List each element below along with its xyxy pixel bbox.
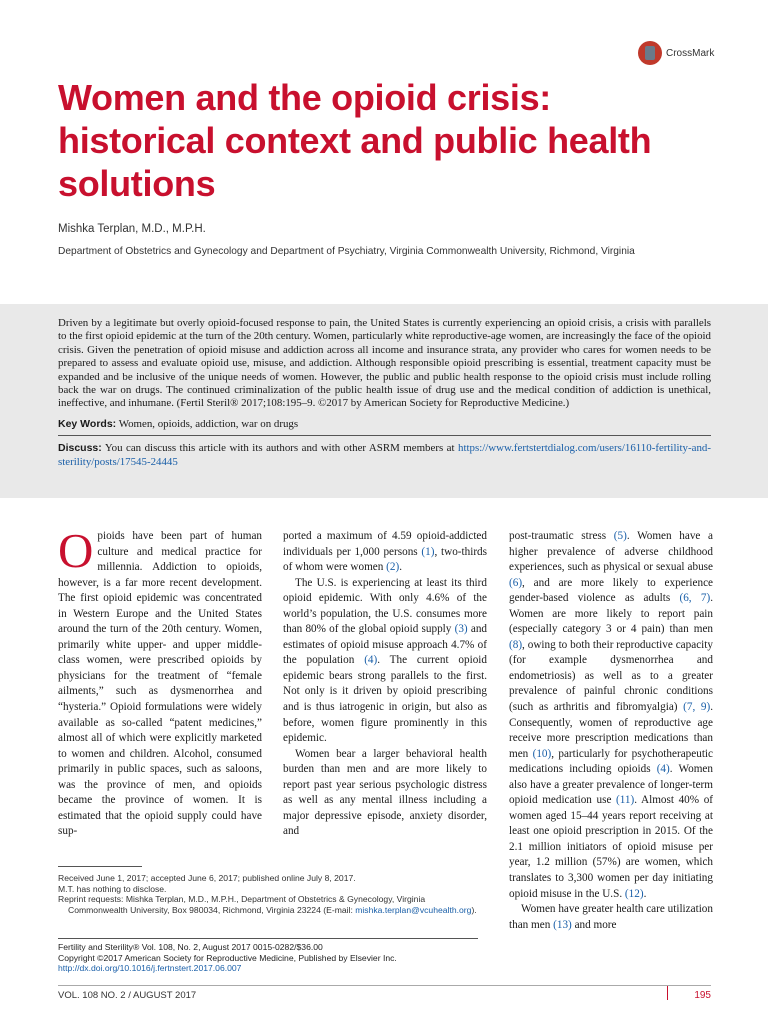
- footer-divider: [58, 985, 711, 986]
- citation-link[interactable]: (6, 7): [679, 592, 711, 605]
- crossmark-label: CrossMark: [666, 47, 715, 59]
- citation-link[interactable]: (13): [553, 918, 572, 931]
- citation-link[interactable]: (10): [532, 747, 552, 760]
- author-name: Mishka Terplan, M.D., M.P.H.: [58, 223, 206, 235]
- journal-info: [58, 942, 478, 974]
- citation-link[interactable]: (1): [421, 545, 435, 558]
- text-run: Women have greater health care utilization than men: [509, 903, 713, 931]
- journal-citation: Fertility and Sterility® Vol. 108, No. 2, August 2017 0015-0282/$36.00: [58, 942, 323, 952]
- article-title: Women and the opioid crisis: historical context and public health solutions: [58, 77, 652, 204]
- body-column-2: [283, 529, 487, 840]
- citation-link[interactable]: (3): [454, 623, 468, 636]
- email-link[interactable]: mishka.terplan@vcuhealth.org: [355, 904, 472, 915]
- body-column-1: [58, 523, 262, 840]
- text-run: , particularly for psychotherapeutic medications including opioids: [509, 747, 713, 776]
- body-column-3: [509, 529, 713, 933]
- text-run: and more: [574, 918, 617, 931]
- text-run: . Women also have a greater prevalence of longer-term opioid medication use: [509, 763, 713, 807]
- text-run: , and are more likely to experience gender-based violence as adults: [509, 576, 713, 605]
- citation-link[interactable]: (7, 9): [683, 701, 711, 714]
- crossmark-icon: [638, 41, 662, 65]
- discuss-link[interactable]: https://www.fertstertdialog.com/users/16110-fertility-and-sterility/posts/17545-24445: [58, 442, 711, 468]
- text-run: . Women have a higher prevalence of adverse childhood experiences, such as physical or sexual abuse: [509, 530, 713, 574]
- text-run: and estimates of opioid misuse approach 4.7% of the population: [283, 623, 488, 667]
- keywords: [58, 418, 298, 430]
- reprint-end: ).: [471, 904, 477, 915]
- citation-link[interactable]: (4): [656, 763, 670, 776]
- crossmark-badge[interactable]: [638, 40, 738, 66]
- discuss-text: You can discuss this article with its authors and with other ASRM members at: [104, 442, 455, 454]
- page-number: 195: [694, 990, 711, 1001]
- text-run: . Almost 40% of women aged 15–44 years report receiving at least one opioid prescription in 2015. Of the 2.1 million initiators of opioid misuse per year, 1.2 million (57%) are women, which translates to 3,300 women per day initiating opioid misuse in the U.S.: [509, 794, 714, 900]
- keywords-label: Key Words:: [58, 418, 117, 430]
- copyright: Copyright ©2017 American Society for Reproductive Medicine, Published by Elsevier Inc.: [58, 952, 397, 963]
- discuss-note: [58, 441, 711, 469]
- text-run: , owing to both their reproductive capacity (for example dysmenorrhea and endometriosis) as well as to a greater prevalence of painful chronic conditions (such as arthritis and fibromyalgia): [509, 638, 713, 714]
- text-run: , two-thirds of whom were women: [283, 545, 487, 574]
- doi-link[interactable]: http://dx.doi.org/10.1016/j.fertnstert.2017.06.007: [58, 963, 242, 973]
- footnotes: [58, 873, 478, 915]
- citation-link[interactable]: (4): [364, 654, 378, 667]
- text-run: .: [399, 561, 402, 574]
- citation-link[interactable]: (8): [509, 638, 523, 651]
- page-number-marker: [667, 986, 668, 1000]
- reprint-text: Reprint requests: Mishka Terplan, M.D., M.P.H., Department of Obstetrics & Gynecology, Virginia Commonwealth University, Box 980034, Richmond, Virginia 23224 (E-mail:: [58, 894, 426, 915]
- received-dates: Received June 1, 2017; accepted June 6, 2017; published online July 8, 2017.: [58, 873, 356, 883]
- disclosure: M.T. has nothing to disclose.: [58, 883, 167, 894]
- text-run: .: [643, 887, 647, 900]
- text-run: . The current opioid epidemic bears strong parallels to the first. Not only is it driven by opioid prescribing and is thus iatrogenic in origin, but also as before, women figure prominently in this epidemic.: [283, 654, 488, 745]
- citation-link[interactable]: (5): [613, 530, 627, 542]
- author-affiliation: Department of Obstetrics and Gynecology and Department of Psychiatry, Virginia Commonwealth University, Richmond, Virginia: [58, 246, 635, 257]
- citation-link[interactable]: (2): [386, 561, 400, 574]
- text-run: . Women are more likely to report pain (especially category 3 or 4 pain) than men: [509, 592, 713, 636]
- keywords-text: Women, opioids, addiction, war on drugs: [118, 418, 299, 430]
- text-run: . Consequently, women of reproductive age receive more prescription medications than men: [509, 701, 713, 760]
- drop-cap: O: [58, 523, 94, 578]
- citation-link[interactable]: (6): [509, 576, 523, 589]
- discuss-label: Discuss:: [58, 442, 102, 454]
- abstract-text: Driven by a legitimate but overly opioid-focused response to pain, the United States is currently experiencing an opioid crisis, a crisis with parallels to the first opioid epidemic at the turn of the 20th century. Women, particularly white reproductive-age women, are increasingly the face of the opioid crisis. Given the penetration of opioid misuse and addiction across all income and insurance strata, any provider who cares for women needs to be prepared to assess and evaluate opioid use, misuse, and addiction. Although responsible opioid prescribing is essential, treatment capacity must be expanded and be inclusive of the unique needs of women. However, the public and public health response to the opioid crisis must include rolling back the war on drugs. The continued criminalization of the public health issue of drug use and the medical condition of addiction is unethical, ineffective, and inhumane. (Fertil Steril® 2017;108:195–9. ©2017 by American Society for Reproductive Medicine.): [58, 317, 711, 410]
- abstract-divider: [58, 435, 711, 436]
- reprint-requests: [58, 894, 478, 915]
- footnote-divider: [58, 866, 142, 867]
- text-run: ported a maximum of 4.59 opioid-addicted individuals per 1,000 persons: [283, 530, 487, 558]
- paragraph: pioids have been part of human culture and medical practice for millennia. Addiction to opioids, however, is a far more recent development. The first opioid epidemic was concentrated in Western Europe and the United States around the turn of the 20th century. Women, primarily white upper- and upper middle-class women, were prescribed opioids by physicians for the treatment of “female ailments,” such as dysmenorrhea and “hysteria.” Opioid formulations were widely available as so-called “patent medicines,” almost all of which were explicitly marketed to women and children. Alcohol, consumed primarily in public spaces, such as saloons, was the province of men, and opioids became the province of women. It is estimated that the opioid supply could have sup-: [58, 530, 262, 838]
- text-run: post-traumatic stress: [509, 530, 607, 542]
- citation-link[interactable]: (11): [616, 794, 635, 807]
- journal-divider: [58, 938, 478, 939]
- footer-volume: VOL. 108 NO. 2 / AUGUST 2017: [58, 990, 197, 1001]
- text-run: Women bear a larger behavioral health burden than men and are more likely to report past year serious psychologic distress as well as any mental illness including a major depressive episode, anxiety disorder, and: [283, 747, 487, 838]
- text-run: The U.S. is experiencing at least its third opioid epidemic. With only 4.6% of the world’s population, the U.S. consumes more than 80% of the global opioid supply: [283, 576, 487, 636]
- citation-link[interactable]: (12): [624, 887, 644, 900]
